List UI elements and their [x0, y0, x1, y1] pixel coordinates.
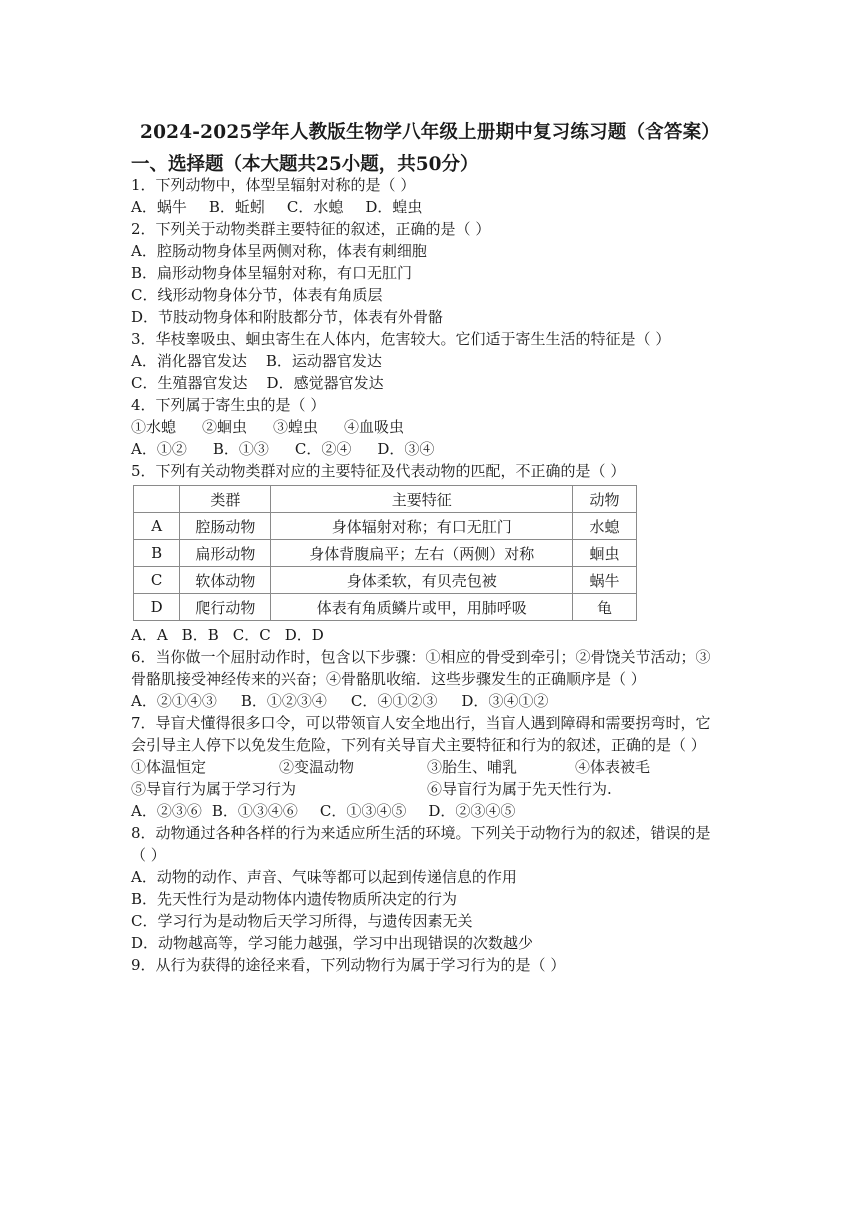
question-4-options — [131, 438, 721, 460]
option-b: B．B — [181, 626, 219, 644]
section-heading: 一、选择题（本大题共25小题，共50分） — [131, 154, 479, 175]
option-a: A．①② — [131, 440, 187, 458]
question-8-stem: 8．动物通过各种各样的行为来适应所生活的环境。下列关于动物行为的叙述，错误的是（ ） — [131, 824, 711, 864]
option-a: A．②①④③ — [131, 692, 217, 710]
table-header: 动物 — [573, 486, 637, 513]
document-title: 2024-2025学年人教版生物学八年级上册期中复习练习题（含答案） — [140, 122, 720, 143]
question-7-stem: 7．导盲犬懂得很多口令，可以带领盲人安全地出行，当盲人遇到障碍和需要拐弯时，它会引导主人停下以免发生危险，下列有关导盲犬主要特征和行为的叙述，正确的是（ ） — [131, 714, 711, 754]
option-c: C．水螅 — [286, 198, 344, 216]
option-c: C．线形动物身体分节，体表有角质层 — [131, 286, 383, 304]
item-4: ④血吸虫 — [344, 418, 405, 436]
table-row — [134, 540, 637, 567]
option-b: B．蚯蚓 — [208, 198, 265, 216]
option-d: D．动物越高等，学习能力越强，学习中出现错误的次数越少 — [131, 934, 534, 952]
question-5-options — [131, 624, 721, 646]
table-cell: 蛔虫 — [573, 540, 637, 567]
option-c: C．④①②③ — [350, 692, 438, 710]
item-1: ①体温恒定 — [131, 758, 207, 776]
question-4-items — [131, 416, 721, 438]
option-a: A．②③⑥ — [131, 802, 202, 820]
option-b: B．①③④⑥ — [211, 802, 298, 820]
table-cell: 水螅 — [573, 513, 637, 540]
table-cell: 腔肠动物 — [180, 513, 271, 540]
table-header-row — [134, 486, 637, 513]
option-a: A．腔肠动物身体呈两侧对称，体表有刺细胞 — [131, 242, 427, 260]
table-header: 类群 — [180, 486, 271, 513]
table-cell: 体表有角质鳞片或甲，用肺呼吸 — [271, 594, 573, 621]
option-c: C．C — [232, 626, 271, 644]
item-3: ③胎生、哺乳 — [427, 758, 518, 776]
table-cell: 身体辐射对称；有口无肛门 — [271, 513, 573, 540]
item-5: ⑤导盲行为属于学习行为 — [131, 780, 297, 798]
question-1-stem: 1．下列动物中，体型呈辐射对称的是（ ） — [131, 176, 416, 194]
option-c: C．学习行为是动物后天学习所得，与遗传因素无关 — [131, 912, 473, 930]
table-header: 主要特征 — [271, 486, 573, 513]
item-2: ②蛔虫 — [202, 418, 248, 436]
option-b: B．①③ — [212, 440, 269, 458]
table-row — [134, 513, 637, 540]
option-d: D．D — [284, 626, 324, 644]
question-7-options — [131, 800, 721, 822]
table-cell: A — [134, 513, 180, 540]
table-cell: 龟 — [573, 594, 637, 621]
table-row — [134, 594, 637, 621]
item-4: ④体表被毛 — [575, 758, 651, 776]
option-d: D．②③④⑤ — [428, 802, 516, 820]
option-a: A．蜗牛 — [131, 198, 187, 216]
question-3-stem: 3．华枝睾吸虫、蛔虫寄生在人体内，危害较大。它们适于寄生生活的特征是（ ） — [131, 330, 671, 348]
table-cell: C — [134, 567, 180, 594]
option-d: D．③④ — [377, 440, 435, 458]
table-cell: 身体背腹扁平；左右（两侧）对称 — [271, 540, 573, 567]
item-3: ③蝗虫 — [273, 418, 319, 436]
question-7-items-2 — [131, 778, 721, 800]
question-5-stem: 5．下列有关动物类群对应的主要特征及代表动物的匹配，不正确的是（ ） — [131, 462, 626, 480]
table-row — [134, 567, 637, 594]
table-cell: 身体柔软，有贝壳包被 — [271, 567, 573, 594]
option-a: A．动物的动作、声音、气味等都可以起到传递信息的作用 — [131, 868, 517, 886]
question-2-stem: 2．下列关于动物类群主要特征的叙述，正确的是（ ） — [131, 220, 491, 238]
question-6-stem: 6．当你做一个屈肘动作时，包含以下步骤：①相应的骨受到牵引；②骨饶关节活动；③骨骼肌接受神经传来的兴奋；④骨骼肌收缩．这些步骤发生的正确顺序是（ ） — [131, 648, 711, 688]
question-9-stem: 9．从行为获得的途径来看，下列动物行为属于学习行为的是（ ） — [131, 956, 566, 974]
option-b: B．先天性行为是动物体内遗传物质所决定的行为 — [131, 890, 458, 908]
option-c: C．②④ — [294, 440, 352, 458]
table-header — [134, 486, 180, 513]
item-6: ⑥导盲行为属于先天性行为. — [427, 780, 612, 798]
option-d: D．节肢动物身体和附肢都分节，体表有外骨骼 — [131, 308, 444, 326]
question-list — [131, 174, 721, 976]
option-c: C．①③④⑤ — [319, 802, 407, 820]
option-b: B．①②③④ — [240, 692, 327, 710]
item-1: ①水螅 — [131, 418, 177, 436]
table-cell: D — [134, 594, 180, 621]
item-2: ②变温动物 — [279, 758, 355, 776]
option-d: D．③④①② — [461, 692, 549, 710]
option-a: A．A — [131, 626, 168, 644]
question-7-items — [131, 756, 721, 778]
table-cell: 爬行动物 — [180, 594, 271, 621]
question-3-options-line-2: C．生殖器官发达 D．感觉器官发达 — [131, 374, 384, 392]
table-cell: 扁形动物 — [180, 540, 271, 567]
table-cell: B — [134, 540, 180, 567]
question-4-stem: 4．下列属于寄生虫的是（ ） — [131, 396, 326, 414]
question-5-table — [133, 485, 637, 621]
table-cell: 蜗牛 — [573, 567, 637, 594]
option-d: D．蝗虫 — [365, 198, 423, 216]
table-cell: 软体动物 — [180, 567, 271, 594]
question-1-options — [131, 196, 721, 218]
question-6-options — [131, 690, 721, 712]
question-3-options-line-1: A．消化器官发达 B．运动器官发达 — [131, 352, 382, 370]
option-b: B．扁形动物身体呈辐射对称，有口无肛门 — [131, 264, 413, 282]
